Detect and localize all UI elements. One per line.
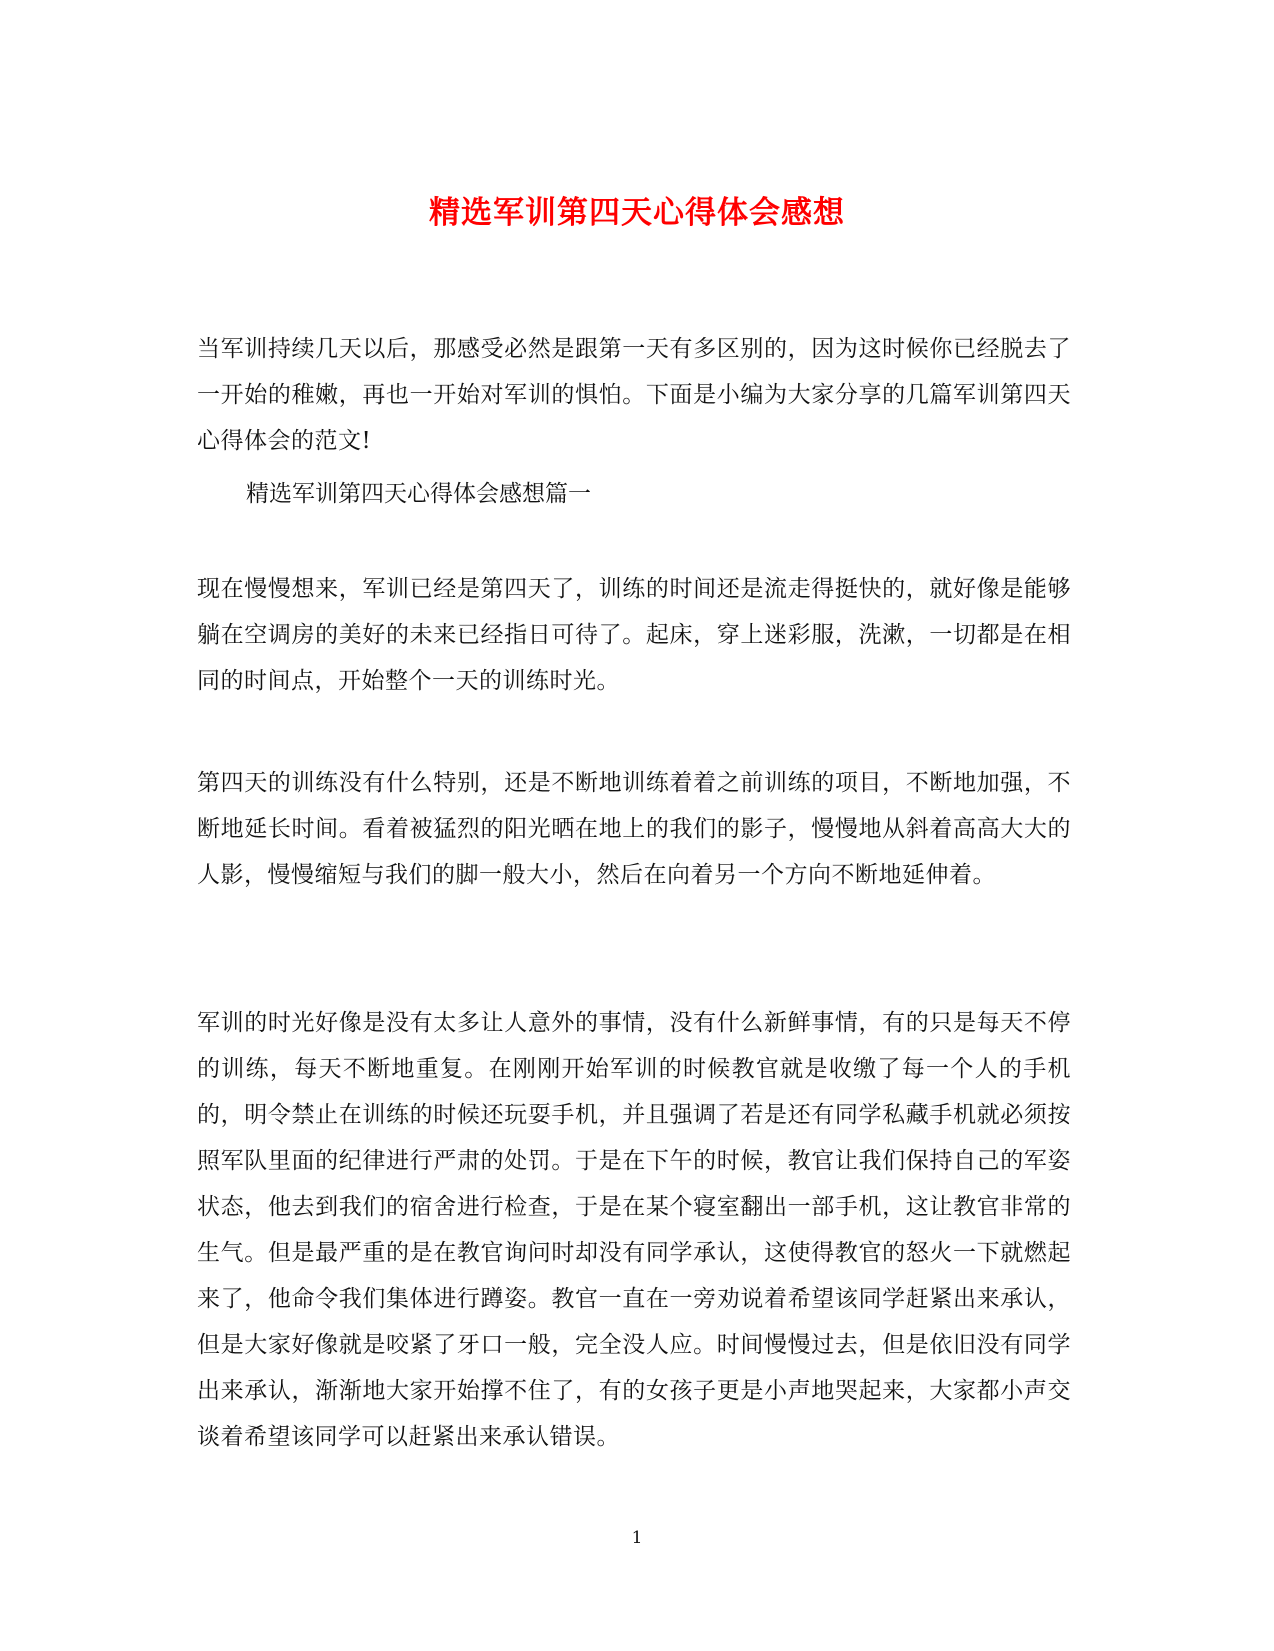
page-number: 1 <box>631 1528 643 1548</box>
intro-paragraph: 当军训持续几天以后，那感受必然是跟第一天有多区别的，因为这时候你已经脱去了一开始的稚嫩，再也一开始对军训的惧怕。下面是小编为大家分享的几篇军训第四天心得体会的范文! <box>197 336 1071 454</box>
body-paragraph-3: 军训的时光好像是没有太多让人意外的事情，没有什么新鲜事情，有的只是每天不停的训练，每天不断地重复。在刚刚开始军训的时候教官就是收缴了每一个人的手机的，明令禁止在训练的时候还玩耍手机，并且强调了若是还有同学私藏手机就必须按照军队里面的纪律进行严肃的处罚。于是在下午的时候，教官让我们保持自己的军姿状态，他去到我们的宿舍进行检查，于是在某个寝室翻出一部手机，这让教官非常的生气。但是最严重的是在教官询问时却没有同学承认，这使得教官的怒火一下就燃起来了，他命令我们集体进行蹲姿。教官一直在一旁劝说着希望该同学赶紧出来承认，但是大家好像就是咬紧了牙口一般，完全没人应。时间慢慢过去，但是依旧没有同学出来承认，渐渐地大家开始撑不住了，有的女孩子更是小声地哭起来，大家都小声交谈着希望该同学可以赶紧出来承认错误。 <box>197 1010 1071 1450</box>
body-paragraph-2: 第四天的训练没有什么特别，还是不断地训练着着之前训练的项目，不断地加强，不断地延长时间。看着被猛烈的阳光晒在地上的我们的影子，慢慢地从斜着高高大大的人影，慢慢缩短与我们的脚一般大小，然后在向着另一个方向不断地延伸着。 <box>197 770 1071 888</box>
section-heading: 精选军训第四天心得体会感想篇一 <box>246 481 591 507</box>
document-title: 精选军训第四天心得体会感想 <box>429 194 845 231</box>
body-paragraph-1: 现在慢慢想来，军训已经是第四天了，训练的时间还是流走得挺快的，就好像是能够躺在空调房的美好的未来已经指日可待了。起床，穿上迷彩服，洗漱，一切都是在相同的时间点，开始整个一天的训练时光。 <box>197 576 1071 694</box>
